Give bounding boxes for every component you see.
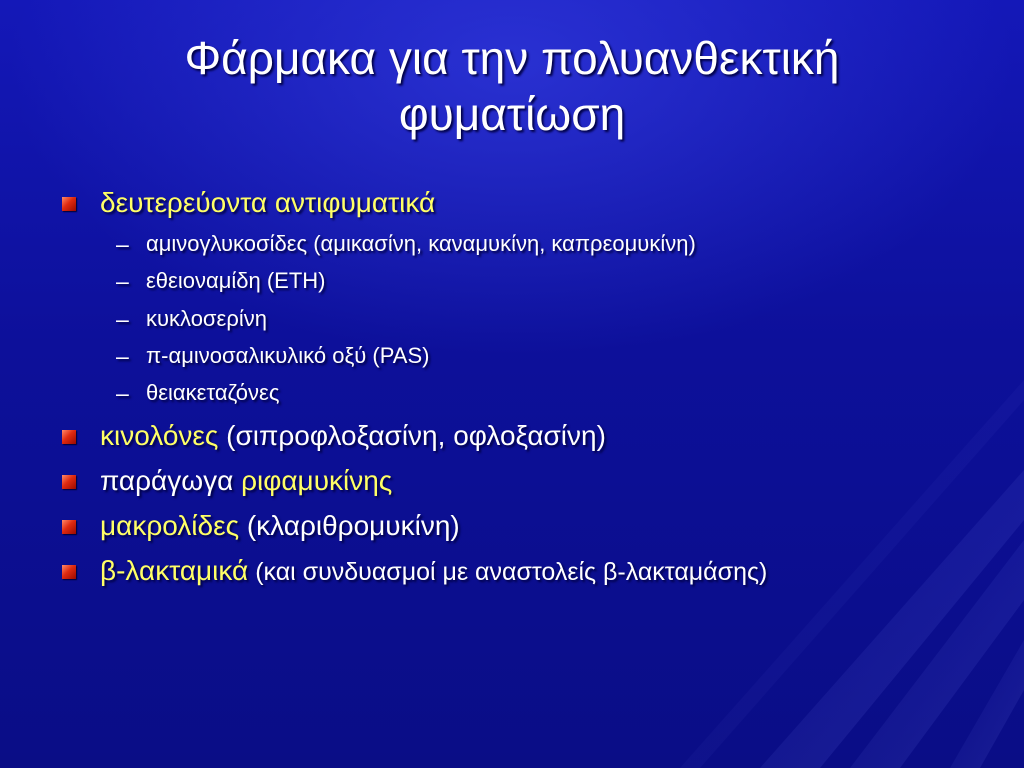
item-text: (σιπροφλοξασίνη, οφλοξασίνη)	[218, 420, 606, 451]
bullet-icon	[62, 475, 76, 489]
dash-marker: –	[116, 231, 129, 257]
sub-item-4: π-αμινοσαλικυλικό οξύ (PAS)	[146, 343, 430, 368]
item-highlight: δευτερεύοντα αντιφυματικά	[100, 187, 436, 218]
bullet-icon	[62, 520, 76, 534]
dash-marker: –	[116, 268, 129, 294]
sub-item-3: κυκλοσερίνη	[146, 306, 267, 331]
bullet-icon	[62, 197, 76, 211]
sub-item-5: θειακεταζόνες	[146, 380, 280, 405]
sub-item-1: αμινογλυκοσίδες (αμικασίνη, καναμυκίνη, καπρεομυκίνη)	[146, 231, 696, 256]
dash-marker: –	[116, 343, 129, 369]
list-item-2	[100, 419, 606, 453]
item-prefix: παράγωγα	[100, 465, 242, 496]
dash-marker: –	[116, 306, 129, 332]
list-item-1	[100, 186, 435, 220]
bullet-icon	[62, 430, 76, 444]
item-text: (και συνδυασμοί με αναστολείς β-λακταμάσης)	[248, 558, 768, 586]
item-highlight: κινολόνες	[100, 420, 219, 451]
list-item-3	[100, 464, 392, 498]
item-highlight: ριφαμυκίνης	[241, 465, 393, 496]
item-highlight: μακρολίδες	[100, 510, 240, 541]
item-text: (κλαριθρομυκίνη)	[239, 510, 460, 541]
item-highlight: β-λακταμικά	[100, 555, 249, 586]
list-item-4	[100, 509, 460, 543]
bullet-icon	[62, 565, 76, 579]
sub-item-2: εθειοναμίδη (ETH)	[146, 268, 326, 293]
dash-marker: –	[116, 380, 129, 406]
title-line-2: φυματίωση	[398, 88, 626, 140]
list-item-5	[100, 554, 767, 589]
title-line-1: Φάρμακα για την πολυανθεκτική	[184, 32, 840, 84]
